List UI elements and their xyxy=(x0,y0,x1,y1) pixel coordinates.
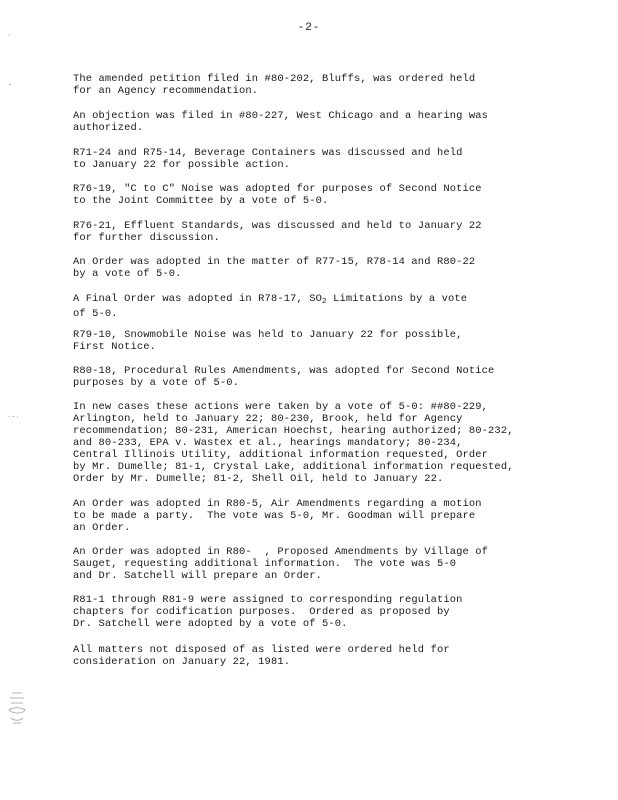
so2-text-before: A Final Order was adopted in R78-17, SO xyxy=(73,293,323,305)
margin-mark: ˌˍˌ xyxy=(7,411,20,419)
paragraph-r76-19: R76-19, "C to C" Noise was adopted for purposes of Second Notice to the Joint Committee by a vote of 5-0. xyxy=(73,183,482,207)
paragraph-r76-21: R76-21, Effluent Standards, was discussed and held to January 22 for further discussion. xyxy=(73,220,482,244)
paragraph-matters-held: All matters not disposed of as listed were ordered held for consideration on January 22, 1981. xyxy=(73,644,450,668)
margin-mark: ˯ xyxy=(8,29,13,37)
paragraph-r79-10: R79-10, Snowmobile Noise was held to January 22 for possible, First Notice. xyxy=(73,329,463,353)
margin-mark: ˍ xyxy=(8,79,13,87)
paragraph-r80-5: An Order was adopted in R80-5, Air Amendments regarding a motion to be made a party. The vote was 5-0, Mr. Goodman will prepare an Order. xyxy=(73,498,482,534)
paragraph-80-202: The amended petition filed in #80-202, Bluffs, was ordered held for an Agency recommendation. xyxy=(73,73,476,97)
so2-subscript: 2 xyxy=(322,298,327,306)
paragraph-r78-17 xyxy=(73,293,467,320)
paragraph-r77-15: An Order was adopted in the matter of R77-15, R78-14 and R80-22 by a vote of 5-0. xyxy=(73,256,476,280)
paragraph-r71-24: R71-24 and R75-14, Beverage Containers was discussed and held to January 22 for possible action. xyxy=(73,147,463,171)
faint-stamp-mark xyxy=(6,690,28,728)
so2-text-after: Limitations by a vote of 5-0. xyxy=(73,293,468,320)
paragraph-r81-1: R81-1 through R81-9 were assigned to corresponding regulation chapters for codification purposes. Ordered as proposed by Dr. Satchell were adopted by a vote of 5-0. xyxy=(73,594,463,630)
paragraph-sauget: An Order was adopted in R80- , Proposed Amendments by Village of Sauget, requesting additional information. The vote was 5-0 and Dr. Satchell will prepare an Order. xyxy=(73,546,489,582)
paragraph-new-cases: In new cases these actions were taken by a vote of 5-0: ##80-229, Arlington, held to January 22; 80-230, Brook, held for Agency recommendation; 80-231, American Hoechst, hearing authorized; 80-232, and 80-233, EPA v. Wastex et al., hearings mandatory; 80-234, Central Illinois Utility, additional information requested, Order by Mr. Dumelle; 81-1, Crystal Lake, additional information requested, Order by Mr. Dumelle; 81-2, Shell Oil, held to January 22. xyxy=(73,401,514,485)
paragraph-r80-18: R80-18, Procedural Rules Amendments, was adopted for Second Notice purposes by a vote of 5-0. xyxy=(73,365,495,389)
paragraph-80-227: An objection was filed in #80-227, West Chicago and a hearing was authorized. xyxy=(73,110,489,134)
page-number: -2- xyxy=(297,22,321,34)
